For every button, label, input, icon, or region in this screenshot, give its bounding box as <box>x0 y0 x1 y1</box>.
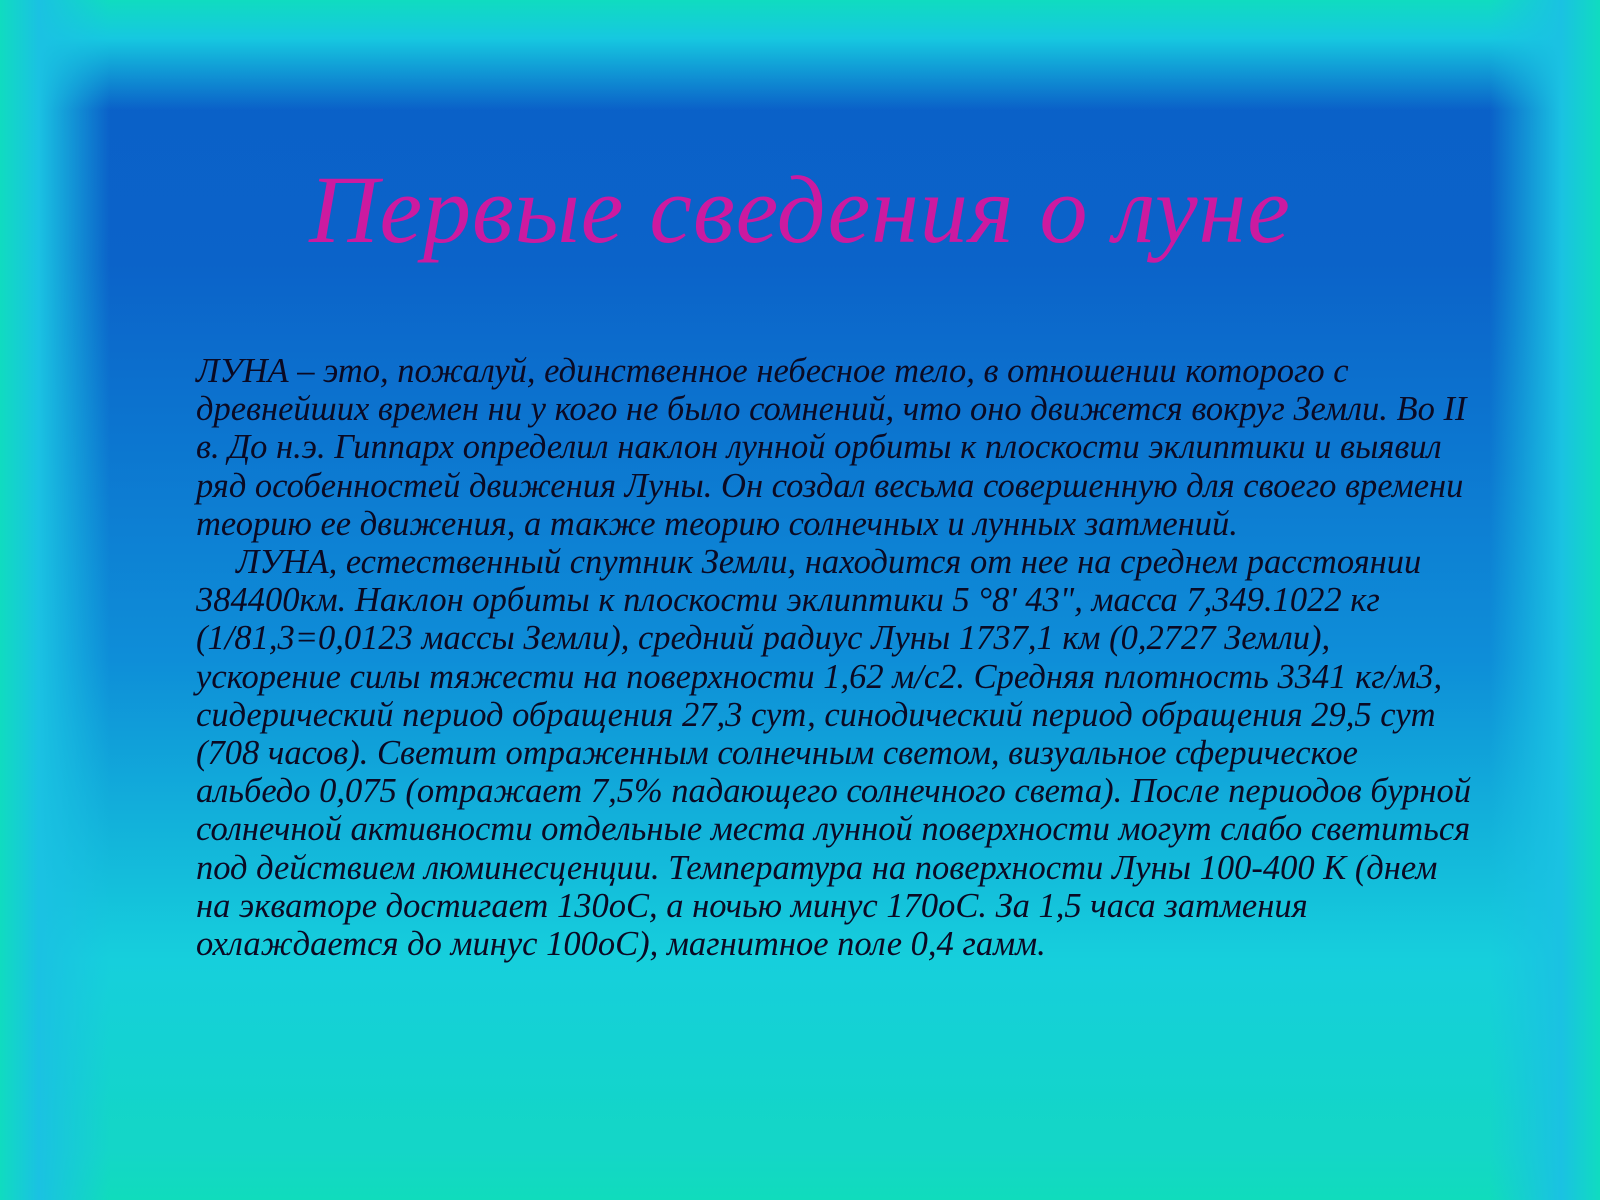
frame-top-edge <box>0 0 1600 110</box>
slide-title: Первые сведения о луне <box>309 156 1291 263</box>
frame-bottom-edge <box>0 1090 1600 1200</box>
paragraph-intro: ЛУНА – это, пожалуй, единственное небесное тело, в отношении которого с древнейших времен ни у кого не было сомнений, что оно движется вокруг Земли. Во II в. До н.э. Гиппарх определил наклон лунной орбиты к плоскости эклиптики и выявил ряд особенностей движения Луны. Он создал весьма совершенную для своего времени теорию ее движения, а также теорию солнечных и лунных затмений. <box>196 352 1467 543</box>
slide-body <box>196 352 1476 963</box>
paragraph-facts: ЛУНА, естественный спутник Земли, находится от нее на среднем расстоянии 384400км. Наклон орбиты к плоскости эклиптики 5 °8' 43", масса 7,349.1022 кг (1/81,3=0,0123 массы Земли), средний радиус Луны 1737,1 км (0,2727 Земли), ускорение силы тяжести на поверхности 1,62 м/с2. Средняя плотность 3341 кг/м3, сидерический период обращения 27,3 сут, синодический период обращения 29,5 сут (708 часов). Светит отраженным солнечным светом, визуальное сферическое альбедо 0,075 (отражает 7,5% падающего солнечного света). После периодов бурной солнечной активности отдельные места лунной поверхности могут слабо светиться под действием люминесценции. Температура на поверхности Луны 100-400 К (днем на экваторе достигает 130оС, а ночью минус 170оС. За 1,5 часа затмения охлаждается до минус 100оС), магнитное поле 0,4 гамм. <box>196 543 1471 964</box>
